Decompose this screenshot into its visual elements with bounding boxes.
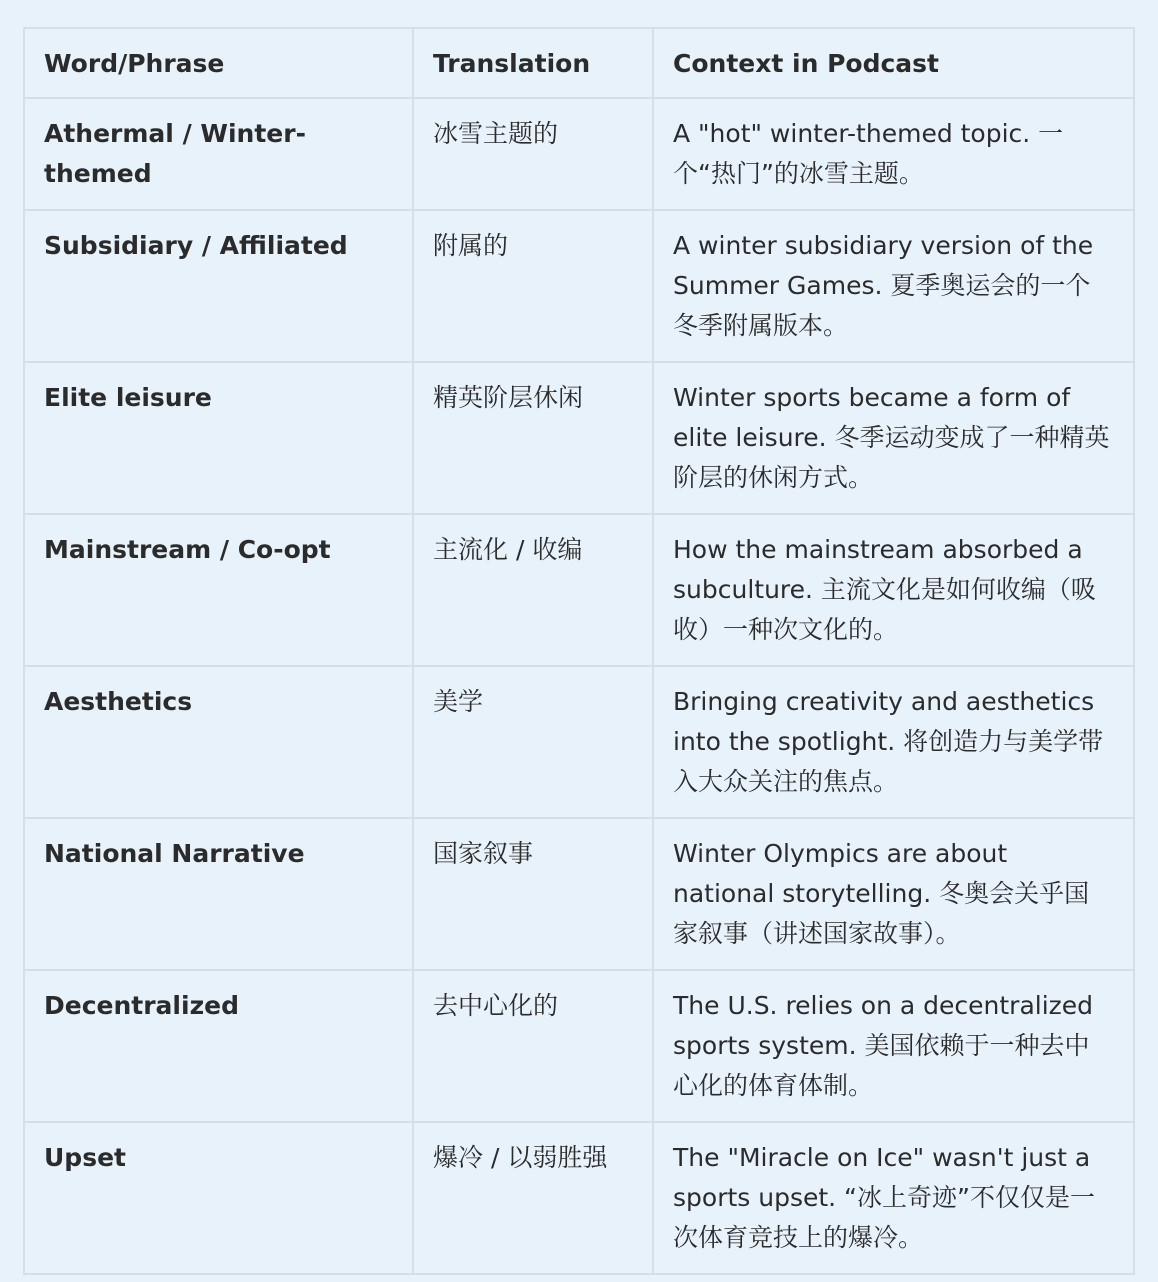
translation-cell: 主流化 / 收编 [413,514,653,666]
table-row [24,362,1134,514]
table-row [24,970,1134,1122]
context-cell: How the mainstream absorbed a subculture. 主流文化是如何收编（吸收）一种次文化的。 [653,514,1134,666]
translation-cell: 冰雪主题的 [413,98,653,210]
translation-cell: 附属的 [413,210,653,362]
header-translation: Translation [413,28,653,98]
context-cell: The "Miracle on Ice" wasn't just a sports upset. “冰上奇迹”不仅仅是一次体育竞技上的爆冷。 [653,1122,1134,1274]
header-context: Context in Podcast [653,28,1134,98]
translation-cell: 精英阶层休闲 [413,362,653,514]
context-cell: A winter subsidiary version of the Summer Games. 夏季奥运会的一个冬季附属版本。 [653,210,1134,362]
context-cell: Bringing creativity and aesthetics into the spotlight. 将创造力与美学带入大众关注的焦点。 [653,666,1134,818]
translation-cell: 美学 [413,666,653,818]
table-header [24,28,1134,98]
header-row [24,28,1134,98]
word-cell: Decentralized [24,970,413,1122]
word-cell: Mainstream / Co-opt [24,514,413,666]
table-body [24,98,1134,1274]
word-cell: Athermal / Winter-themed [24,98,413,210]
word-cell: National Narrative [24,818,413,970]
word-cell: Subsidiary / Affiliated [24,210,413,362]
word-cell: Upset [24,1122,413,1274]
table-row [24,98,1134,210]
word-cell: Aesthetics [24,666,413,818]
vocabulary-table [23,27,1135,1275]
table-row [24,514,1134,666]
word-cell: Elite leisure [24,362,413,514]
translation-cell: 国家叙事 [413,818,653,970]
table-row [24,666,1134,818]
table-row [24,1122,1134,1274]
header-word: Word/Phrase [24,28,413,98]
context-cell: Winter Olympics are about national storytelling. 冬奥会关乎国家叙事（讲述国家故事）。 [653,818,1134,970]
translation-cell: 爆冷 / 以弱胜强 [413,1122,653,1274]
context-cell: Winter sports became a form of elite leisure. 冬季运动变成了一种精英阶层的休闲方式。 [653,362,1134,514]
context-cell: The U.S. relies on a decentralized sports system. 美国依赖于一种去中心化的体育体制。 [653,970,1134,1122]
vocabulary-table-container [23,27,1133,1275]
table-row [24,818,1134,970]
context-cell: A "hot" winter-themed topic. 一个“热门”的冰雪主题。 [653,98,1134,210]
table-row [24,210,1134,362]
translation-cell: 去中心化的 [413,970,653,1122]
